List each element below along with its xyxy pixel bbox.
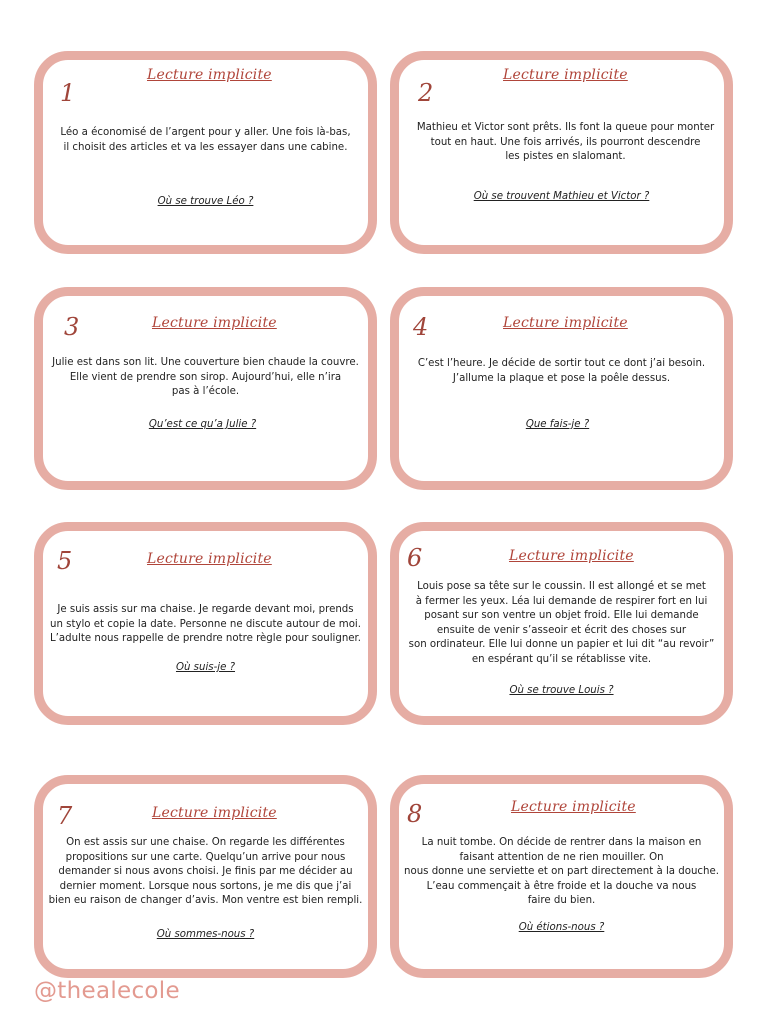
card-title: Lecture implicite	[147, 67, 272, 83]
card-number: 5	[57, 547, 73, 575]
card-title: Lecture implicite	[147, 551, 272, 567]
card-question: Où sommes-nous ?	[156, 929, 255, 940]
card-text	[43, 603, 368, 647]
card-text-line: posant sur son ventre un objet froid. Elle lui demande	[424, 610, 699, 622]
task-card-2	[390, 51, 733, 254]
card-text-line: demander si nous avons choisi. Je finis par me décider au	[58, 866, 353, 878]
card-text-line: J’allume la plaque et pose la poêle dessus.	[452, 372, 671, 384]
card-text-line: Je suis assis sur ma chaise. Je regarde devant moi, prends	[57, 604, 354, 615]
card-text-line: faire du bien.	[527, 895, 596, 907]
card-text-line: il choisit des articles et va les essayer dans une cabine.	[63, 141, 348, 153]
author-handle: @thealecole	[34, 978, 180, 1004]
card-question: Où se trouvent Mathieu et Victor ?	[473, 191, 650, 202]
card-text-line: La nuit tombe. On décide de rentrer dans la maison en	[421, 837, 702, 848]
card-title: Lecture implicite	[509, 548, 634, 564]
card-text-line: dernier moment. Lorsque nous sortons, je me dis que j’ai	[59, 880, 352, 892]
card-text	[43, 836, 368, 909]
card-text-line: à fermer les yeux. Léa lui demande de respirer fort en lui	[415, 595, 708, 607]
card-text-line: en espérant qu’il se rétablisse vite.	[471, 653, 652, 665]
task-card-5	[34, 522, 377, 725]
card-text	[43, 126, 368, 155]
card-number: 8	[407, 800, 423, 828]
card-text	[399, 836, 724, 909]
card-text-line: C’est l’heure. Je décide de sortir tout ce dont j’ai besoin.	[417, 358, 706, 369]
card-question: Où se trouve Léo ?	[157, 196, 254, 207]
card-number: 6	[407, 544, 423, 572]
task-card-3	[34, 287, 377, 490]
card-text	[399, 580, 724, 668]
card-number: 7	[57, 802, 73, 830]
card-text-line: Julie est dans son lit. Une couverture bien chaude la couvre.	[52, 357, 359, 368]
card-text	[43, 356, 368, 400]
card-text-line: pas à l’école.	[171, 386, 240, 398]
card-text-line: Elle vient de prendre son sirop. Aujourd’hui, elle n’ira	[69, 371, 342, 383]
card-number: 3	[64, 313, 80, 341]
card-text-line: bien eu raison de changer d’avis. Mon ventre est bien rempli.	[48, 895, 363, 907]
task-card-8	[390, 775, 733, 978]
card-text-line: un stylo et copie la date. Personne ne discute autour de moi.	[49, 618, 361, 630]
card-title: Lecture implicite	[152, 805, 277, 821]
card-number: 4	[413, 313, 429, 341]
card-question: Où se trouve Louis ?	[509, 685, 614, 696]
card-text-line: Louis pose sa tête sur le coussin. Il est allongé et se met	[417, 581, 706, 592]
card-text	[399, 357, 724, 386]
card-text-line: Mathieu et Victor sont prêts. Ils font la queue pour monter	[416, 122, 715, 133]
card-question: Où étions-nous ?	[518, 922, 605, 933]
card-title: Lecture implicite	[503, 67, 628, 83]
card-question: Que fais-je ?	[525, 419, 590, 430]
task-card-7	[34, 775, 377, 978]
card-text-line: propositions sur une carte. Quelqu’un arrive pour nous	[65, 851, 346, 863]
card-number: 2	[418, 79, 434, 107]
card-text-line: son ordinateur. Elle lui donne un papier et lui dit “au revoir”	[408, 639, 715, 651]
card-text-line: nous donne une serviette et on part directement à la douche.	[404, 866, 719, 878]
card-text	[407, 121, 724, 165]
card-number: 1	[60, 79, 76, 107]
task-card-1	[34, 51, 377, 254]
card-text-line: faisant attention de ne rien mouiller. On	[459, 851, 664, 863]
card-question: Qu’est ce qu’a Julie ?	[148, 419, 257, 430]
card-question: Où suis-je ?	[175, 662, 236, 673]
card-text-line: L’adulte nous rappelle de prendre notre règle pour souligner.	[49, 633, 362, 645]
card-text-line: Léo a économisé de l’argent pour y aller. Une fois là-bas,	[60, 127, 351, 138]
task-card-6	[390, 522, 733, 725]
card-title: Lecture implicite	[152, 315, 277, 331]
card-text-line: On est assis sur une chaise. On regarde les différentes	[66, 837, 345, 848]
card-title: Lecture implicite	[503, 315, 628, 331]
task-card-4	[390, 287, 733, 490]
card-text-line: L’eau commençait à être froide et la douche va nous	[426, 880, 697, 892]
card-text-line: les pistes en slalomant.	[505, 151, 626, 163]
card-text-line: tout en haut. Une fois arrivés, ils pourront descendre	[430, 136, 701, 148]
card-text-line: ensuite de venir s’asseoir et écrit des choses sur	[436, 624, 687, 636]
card-title: Lecture implicite	[511, 799, 636, 815]
